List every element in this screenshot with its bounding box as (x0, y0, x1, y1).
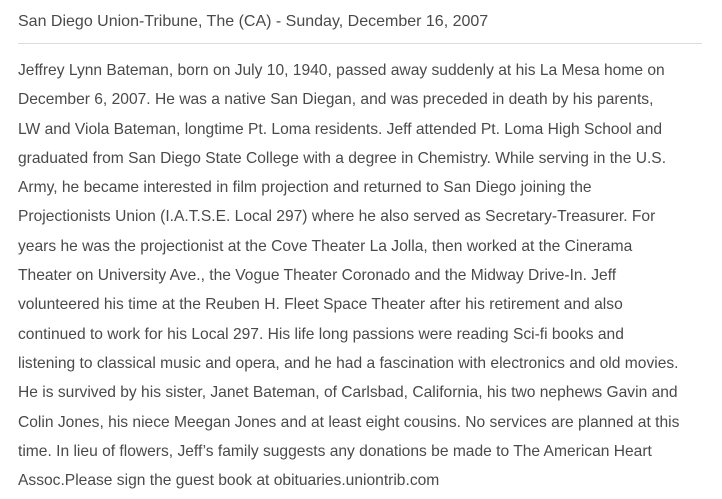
header-divider (18, 43, 702, 44)
source-dateline: San Diego Union-Tribune, The (CA) - Sunday, December 16, 2007 (18, 13, 489, 30)
obituary-text: Jeffrey Lynn Bateman, born on July 10, 1940, passed away suddenly at his La Mesa home on December 6, 2007. He was a native San Diegan, and was preceded in death by his parents, LW and Viola Bateman, longtime Pt. Loma residents. Jeff attended Pt. Loma High School and graduated from San Diego State College with a degree in Chemistry. While serving in the U.S. Army, he became interested in film projection and returned to San Diego joining the Projectionists Union (I.A.T.S.E. Local 297) where he also served as Secretary-Treasurer. For years he was the projectionist at the Cove Theater La Jolla, then worked at the Cinerama Theater on University Ave., the Vogue Theater Coronado and the Midway Drive-In. Jeff volunteered his time at the Reuben H. Fleet Space Theater after his retirement and also continued to work for his Local 297. His life long passions were reading Sci-fi books and listening to classical music and opera, and he had a fascination with electronics and old movies. He is survived by his sister, Janet Bateman, of Carlsbad, California, his two nephews Gavin and Colin Jones, his niece Meegan Jones and at least eight cousins. No services are planned at this time. In lieu of flowers, Jeff’s family suggests any donations be made to The American Heart Assoc.Please sign the guest book at obituaries.uniontrib.com (18, 62, 680, 490)
